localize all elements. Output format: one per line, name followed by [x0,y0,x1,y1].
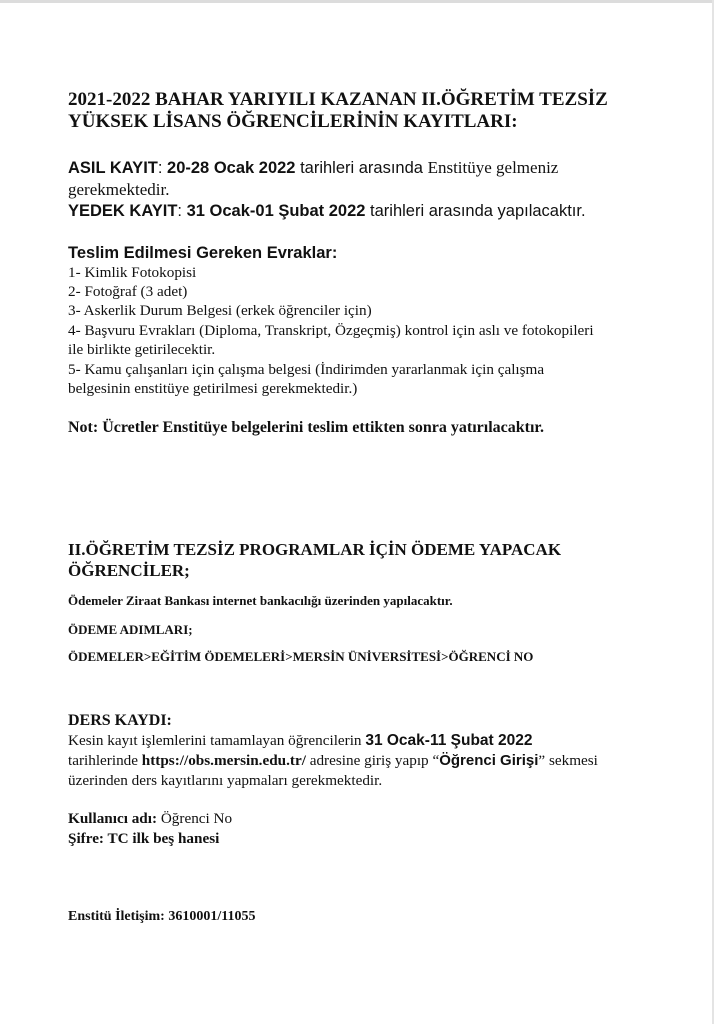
document-item: 5- Kamu çalışanları için çalışma belgesi (İndirimden yararlanmak için çalışma [68,361,545,378]
title-line-2: YÜKSEK LİSANS ÖĞRENCİLERİNİN KAYITLARI: [68,111,518,132]
username-label: Kullanıcı adı: [68,810,158,827]
title-line-1: 2021-2022 BAHAR YARIYILI KAZANAN II.ÖĞRETİM TEZSİZ [68,89,608,110]
scan-edge-top [0,0,714,3]
payment-info: Ödemeler Ziraat Bankası internet bankacılığı üzerinden yapılacaktır. [68,593,453,608]
document-item: 1- Kimlik Fotokopisi [68,264,197,281]
asil-kayit-line: ASIL KAYIT: 20-28 Ocak 2022 tarihleri arasında Enstitüye gelmeniz [68,158,559,177]
document-item: 2- Fotoğraf (3 adet) [68,283,188,300]
course-line-3: üzerinden ders kayıtlarını yapmaları gerekmektedir. [68,772,383,789]
course-line-2: tarihlerinde https://obs.mersin.edu.tr/ adresine giriş yapıp “Öğrenci Girişi” sekmesi [68,752,598,769]
username-line [68,809,232,829]
yedek-kayit-label: YEDEK KAYIT [68,202,178,220]
yedek-kayit-dates: 31 Ocak-01 Şubat 2022 [186,202,366,220]
asil-kayit-line-2: gerekmektedir. [68,180,170,199]
payment-steps-label: ÖDEME ADIMLARI; [68,622,193,637]
yedek-kayit-line: YEDEK KAYIT: 31 Ocak-01 Şubat 2022 tarihleri arasında yapılacaktır. [68,202,586,220]
ogrenci-girisi-label: Öğrenci Girişi [439,752,539,769]
document-item: 3- Askerlik Durum Belgesi (erkek öğrenciler için) [68,302,372,319]
course-dates: 31 Ocak-11 Şubat 2022 [365,732,533,749]
password-line: Şifre: TC ilk beş hanesi [68,830,220,847]
asil-kayit-label: ASIL KAYIT [68,159,158,177]
institute-contact: Enstitü İletişim: 3610001/11055 [68,909,256,924]
fee-note: Not: Ücretler Enstitüye belgelerini teslim ettikten sonra yatırılacaktır. [68,419,545,436]
document-item: 4- Başvuru Evrakları (Diploma, Transkript, Özgeçmiş) kontrol için aslı ve fotokopileri [68,322,594,339]
username-value: Öğrenci No [157,810,233,827]
asil-kayit-dates: 20-28 Ocak 2022 [167,159,296,177]
payment-steps: ÖDEMELER>EĞİTİM ÖDEMELERİ>MERSİN ÜNİVERSİTESİ>ÖĞRENCİ NO [68,649,534,664]
course-line-1: Kesin kayıt işlemlerini tamamlayan öğrencilerin 31 Ocak-11 Şubat 2022 [68,732,533,749]
course-registration-heading: DERS KAYDI: [68,712,172,729]
documents-heading: Teslim Edilmesi Gereken Evraklar: [68,244,338,262]
document-item: belgesinin enstitüye getirilmesi gerekmektedir.) [68,380,358,397]
document-item: ile birlikte getirilecektir. [68,341,216,358]
payment-heading-line-2: ÖĞRENCİLER; [68,561,190,580]
payment-heading-line-1: II.ÖĞRETİM TEZSİZ PROGRAMLAR İÇİN ÖDEME YAPACAK [68,540,562,559]
obs-url-link[interactable]: https://obs.mersin.edu.tr/ [141,752,306,769]
